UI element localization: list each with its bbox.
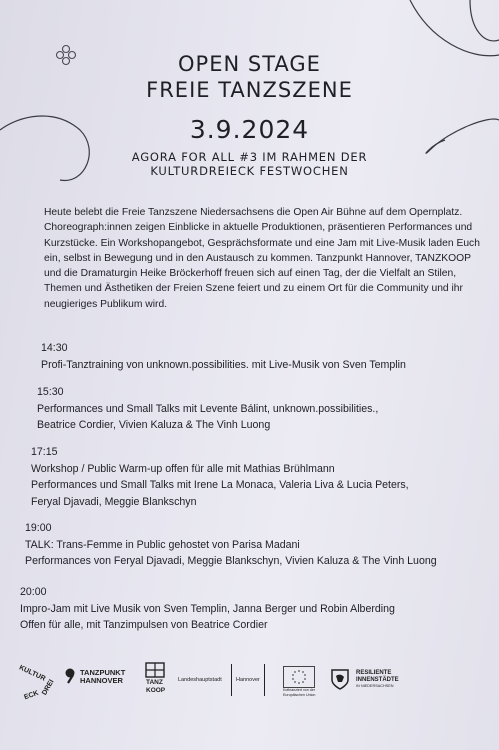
landeshauptstadt-text: Landeshauptstadt [178, 677, 222, 683]
logo-text: TANZ [146, 679, 163, 686]
event-date: 3.9.2024 [189, 115, 310, 144]
schedule-line: Feryal Djavadi, Meggie Blankschyn [31, 495, 197, 508]
schedule-line: Impro-Jam mit Live Musik von Sven Templin, Janna Berger und Robin Alberding [20, 602, 395, 615]
schedule-line: Beatrice Cordier, Vivien Kaluza & The Vinh Luong [37, 419, 271, 431]
kulturdreieck-logo [18, 664, 56, 704]
subtitle-line-2: KULTURDREIECK FESTWOCHEN [150, 164, 349, 178]
hannover-divider [231, 664, 232, 696]
eu-caption: Kofinanziert von der Europäischen Union [283, 688, 316, 697]
tanzkoop-logo [145, 662, 167, 696]
logo-text: IN NIEDERSACHSEN [356, 684, 394, 688]
logo-text: HANNOVER [80, 676, 123, 685]
schedule-time: 17:15 [31, 446, 58, 458]
tanzpunkt-icon [64, 668, 78, 684]
subtitle-line-1: AGORA FOR ALL #3 IM RAHMEN DER [131, 150, 368, 164]
logo-text: KOOP [146, 687, 166, 694]
schedule-line: Profi-Tanztraining von unknown.possibilities. mit Live-Musik von Sven Templin [41, 358, 406, 371]
schedule-line: Workshop / Public Warm-up offen für alle mit Mathias Brühlmann [31, 462, 335, 475]
logo-text: DREI [41, 678, 56, 697]
schedule-time: 15:30 [37, 386, 64, 398]
schedule-line: Offen für alle, mit Tanzimpulsen von Beatrice Cordier [20, 619, 268, 631]
schedule-line: TALK: Trans-Femme in Public gehostet von Parisa Madani [25, 538, 300, 551]
logo-text: TANZPUNKT [80, 668, 126, 677]
hannover-divider-right [264, 664, 265, 696]
logo-text: KULTUR [17, 664, 47, 683]
intro-paragraph: Heute belebt die Freie Tanzszene Niedersachsens die Open Air Bühne auf dem Opernplatz. Choreograph:innen zeigen Einblicke in aktuelle Produktionen, präsentieren Performances und Kurzstücke. Ein Workshopangebot, Gesprächsformate und eine Jam mit Live-Musik laden Euch ein, selbst in Bewegung und in den Austausch zu kommen. Tanzpunkt Hannover, TANZKOOP und die Dramaturgin Heike Bröckerhoff freuen sich auf einen Tag, der die Vielfalt an Stilen, Themen und Ästhetiken der Freien Szene feiert und zu einem Ort für die Community und ihr neugieriges Publikum wird. [44, 207, 480, 310]
title-line-2: FREIE TANZSZENE [146, 78, 353, 102]
eu-logo [283, 666, 316, 697]
schedule-time: 20:00 [20, 586, 47, 598]
lion-shield-icon [330, 668, 350, 690]
schedule-line: Performances und Small Talks mit Irene La Monaca, Valeria Liva & Lucia Peters, [31, 479, 409, 491]
schedule-line: Performances von Feryal Djavadi, Meggie Blankschyn, Vivien Kaluza & The Vinh Luong [25, 555, 437, 567]
eu-flag-icon [283, 666, 315, 688]
schedule-line: Performances und Small Talks mit Levente Bálint, unknown.possibilities., [37, 402, 379, 415]
tanzkoop-mark-icon [145, 662, 165, 678]
schedule-time: 14:30 [41, 342, 68, 354]
title-line-1: OPEN STAGE [178, 52, 321, 76]
schedule-time: 19:00 [25, 522, 52, 534]
logo-text: RESILIENTE [356, 670, 392, 676]
logo-text: INNENSTÄDTE [356, 677, 399, 683]
hannover-text: Hannover [236, 677, 260, 683]
logo-text: ECK [23, 689, 40, 702]
